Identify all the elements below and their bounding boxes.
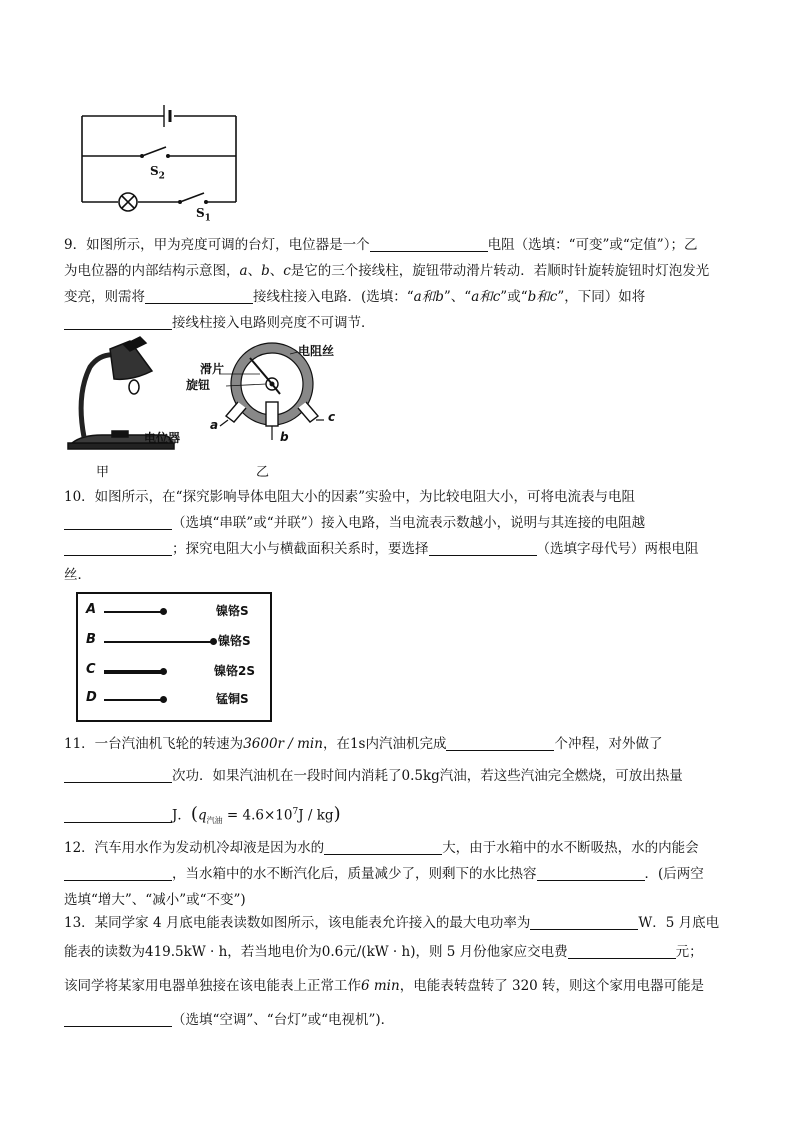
caption-jia: 甲 — [96, 465, 110, 480]
wire-end-dot — [210, 638, 217, 645]
q9-blank-1[interactable] — [370, 234, 488, 252]
q11-line-3: J．$(q_{汽油} = 4.6\times 10^7J / kg)$ — [64, 792, 744, 841]
knob-label: 旋钮 — [186, 378, 211, 392]
wire-letter: A — [86, 602, 97, 617]
wire-letter: C — [86, 662, 96, 677]
terminal-a-label: a — [210, 418, 219, 432]
q11-blank-1[interactable] — [446, 733, 554, 751]
q10-line-2: （选填“串联”或“并联”）接入电路，当电流表示数越小，说明与其连接的电阻越 — [64, 510, 744, 536]
wire-material-label: 镍铬2S — [214, 664, 255, 678]
heat-value-formula: ( — [190, 803, 198, 825]
q13-blank-1[interactable] — [530, 912, 638, 930]
meter-reading: 419.5kW · h — [145, 944, 228, 960]
mass-value: 0.5kg — [401, 768, 440, 784]
terminal-c-label: c — [328, 410, 336, 424]
wire-line — [104, 611, 162, 613]
wire-end-dot — [160, 608, 167, 615]
s2-label: $S_2$ — [150, 164, 165, 182]
q9-line-4: 接线柱接入电路则亮度不可调节． — [64, 310, 744, 336]
wire-end-dot — [160, 696, 167, 703]
wire-row-a — [86, 600, 262, 622]
resistance-wire-label: 电阻丝 — [298, 344, 335, 358]
wire-letter: D — [86, 690, 97, 705]
q9-line-2: 为电位器的内部结构示意图，a、b、c是它的三个接线柱，旋钮带动滑片转动．若顺时针旋转旋钮时灯泡发光 — [64, 263, 710, 279]
caption-yi: 乙 — [256, 465, 270, 480]
q9-blank-2[interactable] — [145, 286, 253, 304]
resistance-wire-figure — [76, 592, 272, 722]
q13-line-3: 该同学将某家用电器单独接在该电能表上正常工作6 min，电能表转盘转了 320 转，则这个家用电器可能是 — [64, 978, 705, 994]
q12-line-1: 12．汽车用水作为发动机冷却液是因为水的 大，由于水箱中的水不断吸热，水的内能会 — [64, 835, 744, 861]
question-13 — [64, 911, 744, 1037]
q13-line-4: （选填“空调”、“台灯”或“电视机”)． — [64, 1003, 744, 1037]
q9-line-1: 9．如图所示，甲为亮度可调的台灯，电位器是一个 电阻（选填：“可变”或“定值”）；乙 — [64, 232, 744, 258]
wire-letter: B — [86, 632, 96, 647]
wire-line — [104, 699, 162, 701]
q13-line-2: 能表的读数为419.5kW · h，若当地电价为0.6元/(kW · h)，则 5 月份他家应交电费 元； — [64, 935, 744, 969]
wire-row-c — [86, 660, 262, 682]
q12-blank-2[interactable] — [64, 863, 172, 881]
terminal-b-label: b — [280, 430, 289, 444]
question-9 — [64, 232, 744, 336]
q13-blank-3[interactable] — [64, 1009, 172, 1027]
q10-blank-1[interactable] — [64, 512, 172, 530]
electricity-price: 0.6元/(kW · h) — [321, 944, 416, 960]
q12-line-3: 选填“增大”、“减小”或“不变”) — [64, 892, 246, 908]
question-11 — [64, 728, 744, 841]
work-time: 6 min — [361, 978, 400, 994]
q10-line-1: 10．如图所示，在“探究影响导体电阻大小的因素”实验中，为比较电阻大小，可将电流表与电阻 — [64, 489, 635, 505]
q10-blank-3[interactable] — [429, 538, 537, 556]
q12-line-2: ，当水箱中的水不断汽化后，质量减少了，则剩下的水比热容 ．(后两空 — [64, 861, 744, 887]
slider-label: 滑片 — [200, 362, 225, 376]
q11-line-2: 次功．如果汽油机在一段时间内消耗了0.5kg汽油，若这些汽油完全燃烧，可放出热量 — [64, 760, 744, 792]
wire-row-b — [86, 630, 262, 652]
q9-blank-3[interactable] — [64, 312, 172, 330]
wire-line — [104, 641, 212, 643]
potentiometer-label: 电位器 — [144, 431, 181, 445]
potentiometer-figure — [180, 340, 350, 480]
q9-line-3: 变亮，则需将 接线柱接入电路．(选填：“a和b”、“a和c”或“b和c”，下同）如将 — [64, 284, 744, 310]
q13-blank-2[interactable] — [568, 941, 676, 959]
question-12 — [64, 835, 744, 913]
q10-blank-2[interactable] — [64, 538, 172, 556]
q10-line-3: ；探究电阻大小与横截面积关系时，要选择 （选填字母代号）两根电阻 — [64, 536, 744, 562]
circuit-diagram-svg — [70, 92, 250, 227]
s1-label: $S_1$ — [196, 206, 211, 224]
q12-blank-1[interactable] — [324, 837, 442, 855]
time-value: 1s — [349, 736, 366, 752]
q10-line-4: 丝． — [64, 567, 91, 583]
wire-material-label: 镍铬S — [216, 604, 249, 618]
speed-value: 3600r / min — [243, 736, 323, 752]
q11-line-1: 11．一台汽油机飞轮的转速为3600r / min，在1s内汽油机完成 个冲程，对外做了 — [64, 728, 744, 760]
wire-material-label: 锰铜S — [216, 692, 249, 706]
q13-line-1: 13．某同学家 4 月底电能表读数如图所示，该电能表允许接入的最大电功率为 W．5 月底电 — [64, 911, 744, 935]
q11-blank-2[interactable] — [64, 765, 172, 783]
wire-end-dot — [160, 668, 167, 675]
q12-blank-3[interactable] — [537, 863, 645, 881]
wire-material-label: 镍铬S — [218, 634, 251, 648]
q11-blank-3[interactable] — [64, 805, 172, 823]
circuit-diagram — [70, 92, 250, 227]
wire-line — [104, 670, 162, 674]
wire-row-d — [86, 688, 262, 710]
question-10 — [64, 484, 744, 588]
